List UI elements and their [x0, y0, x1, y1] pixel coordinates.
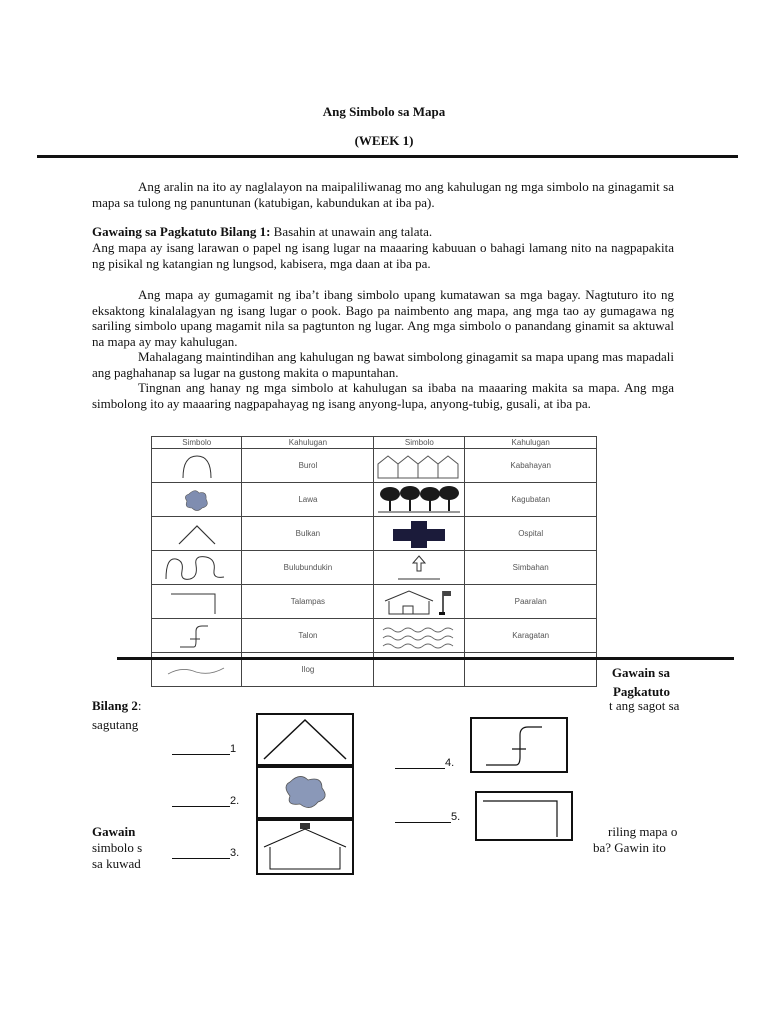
activity2-side-label	[608, 663, 670, 701]
table-cell	[374, 619, 465, 653]
activity1-paragraph-3: Mahalagang maintindihan ang kahulugan ng bawat simbolong ginagamit sa mapa upang mas mapadali ang paghahanap sa lugar na gustong makita o mapuntahan.	[92, 349, 674, 380]
activity3-label: Gawain	[92, 824, 136, 839]
answer-line-2[interactable]	[172, 794, 239, 807]
hill-icon	[177, 452, 217, 480]
table-cell: Bulubundukin	[242, 551, 374, 585]
item-number: 2.	[230, 795, 240, 807]
table-cell: Bulkan	[242, 517, 374, 551]
item-number: 1	[230, 743, 237, 755]
page-subtitle: (WEEK 1)	[354, 133, 414, 148]
waterfall-icon	[472, 719, 566, 771]
plateau-icon	[167, 588, 227, 616]
table-cell	[152, 517, 242, 551]
table-cell	[152, 619, 242, 653]
activity2-label	[92, 698, 142, 714]
item-number: 3.	[230, 847, 240, 859]
school-icon	[379, 587, 459, 617]
answer-line-1[interactable]	[172, 742, 236, 755]
plateau-icon	[477, 793, 571, 839]
table-row	[152, 449, 597, 483]
answer-line-5[interactable]	[395, 810, 460, 823]
activity1-paragraph-4: Tingnan ang hanay ng mga simbolo at kahulugan sa ibaba na maaaring makita sa mapa. Ang mga simbolong ito ay maaaring nagpapahayag ng isang anyong-lupa, anyong-tubig, gusali, at iba pa.	[92, 380, 674, 411]
activity2-instruction-line2: sagutang	[92, 717, 139, 732]
table-header: Simbolo	[374, 437, 465, 449]
table-row	[152, 483, 597, 517]
table-cell	[152, 551, 242, 585]
activity3-line2-end: ba? Gawin ito	[593, 840, 666, 855]
table-cell	[152, 483, 242, 517]
activity1-paragraph-1: Ang mapa ay isang larawan o papel ng isang lugar na maaaring kabuuan o bahagi lamang nito na nagpapakita ng pisikal ng katangian ng lungsod, kabisera, mga daan at iba pa.	[92, 240, 674, 271]
item-box-2	[256, 766, 354, 819]
activity3-line1-end: riling mapa o	[608, 824, 678, 839]
answer-line-3[interactable]	[172, 846, 239, 859]
table-cell	[152, 585, 242, 619]
table-cell: Paaralan	[465, 585, 597, 619]
symbol-table	[151, 436, 597, 687]
sea-waves-icon	[379, 621, 459, 651]
lake-icon	[177, 486, 217, 514]
table-cell	[152, 449, 242, 483]
section-divider	[117, 657, 734, 660]
table-cell: Ospital	[465, 517, 597, 551]
lake-icon	[258, 768, 352, 817]
item-box-3	[256, 819, 354, 875]
activity2-colon: :	[137, 698, 142, 713]
table-cell: Kabahayan	[465, 449, 597, 483]
item-box-5	[475, 791, 573, 841]
mountains-icon	[162, 553, 232, 583]
river-icon	[162, 658, 232, 682]
activity2-instruction-end: t ang sagot sa	[609, 698, 680, 713]
table-header: Kahulugan	[242, 437, 374, 449]
activity2-label-line3: Bilang 2	[92, 698, 138, 713]
table-cell	[374, 449, 465, 483]
table-cell: Talon	[242, 619, 374, 653]
activity2-label-line2: Pagkatuto	[612, 684, 670, 699]
intro-paragraph: Ang aralin na ito ay naglalayon na maipaliliwanag mo ang kahulugan ng mga simbolo na ginagamit sa mapa sa tulong ng panuntunan (katubigan, kabundukan at iba pa).	[92, 179, 674, 210]
volcano-icon	[175, 520, 219, 548]
table-cell: Kagubatan	[465, 483, 597, 517]
table-row	[152, 551, 597, 585]
table-row	[152, 517, 597, 551]
table-row	[152, 585, 597, 619]
activity3-line2-start: simbolo s	[92, 840, 143, 855]
activity1-paragraph-2: Ang mapa ay gumagamit ng iba’t ibang simbolo upang kumatawan sa mga bagay. Nagtuturo ito ng eksaktong kinalalagyan ng isang lugar o pook. Bago pa naimbento ang mapa, ang mga tao ay gumagawa ng sariling simbolo upang magamit nila sa pagtunton ng lugar. Ang mga simbolo o panandang ginamit sa aktuwal na mapa ay may kahulugan.	[92, 287, 674, 349]
church-icon	[394, 553, 444, 583]
table-cell: Burol	[242, 449, 374, 483]
table-cell	[374, 517, 465, 551]
item-box-4	[470, 717, 568, 773]
table-cell	[374, 483, 465, 517]
activity2-label-line1: Gawain sa	[611, 665, 670, 680]
trees-icon	[374, 485, 464, 515]
answer-line-4[interactable]	[395, 756, 454, 769]
school-icon	[258, 821, 352, 873]
item-number: 4.	[445, 757, 455, 769]
hospital-cross-icon	[389, 519, 449, 549]
table-header: Kahulugan	[465, 437, 597, 449]
item-number: 5.	[451, 811, 461, 823]
activity1-instruction: Basahin at unawain ang talata.	[273, 224, 433, 239]
item-box-1	[256, 713, 354, 766]
houses-icon	[374, 452, 464, 480]
table-cell: Karagatan	[465, 619, 597, 653]
volcano-icon	[258, 715, 352, 764]
waterfall-icon	[172, 621, 222, 651]
table-header-row	[152, 437, 597, 449]
table-cell: Simbahan	[465, 551, 597, 585]
page-title: Ang Simbolo sa Mapa	[322, 104, 446, 119]
table-cell	[374, 551, 465, 585]
activity1-heading	[92, 224, 674, 240]
table-cell: Lawa	[242, 483, 374, 517]
table-cell	[374, 585, 465, 619]
table-cell: Ilog	[242, 653, 374, 687]
table-row	[152, 619, 597, 653]
table-header: Simbolo	[152, 437, 242, 449]
header-divider	[37, 155, 738, 158]
activity3-line3-start: sa kuwad	[92, 856, 141, 871]
table-cell: Talampas	[242, 585, 374, 619]
activity1-label: Gawaing sa Pagkatuto Bilang 1:	[92, 224, 271, 239]
